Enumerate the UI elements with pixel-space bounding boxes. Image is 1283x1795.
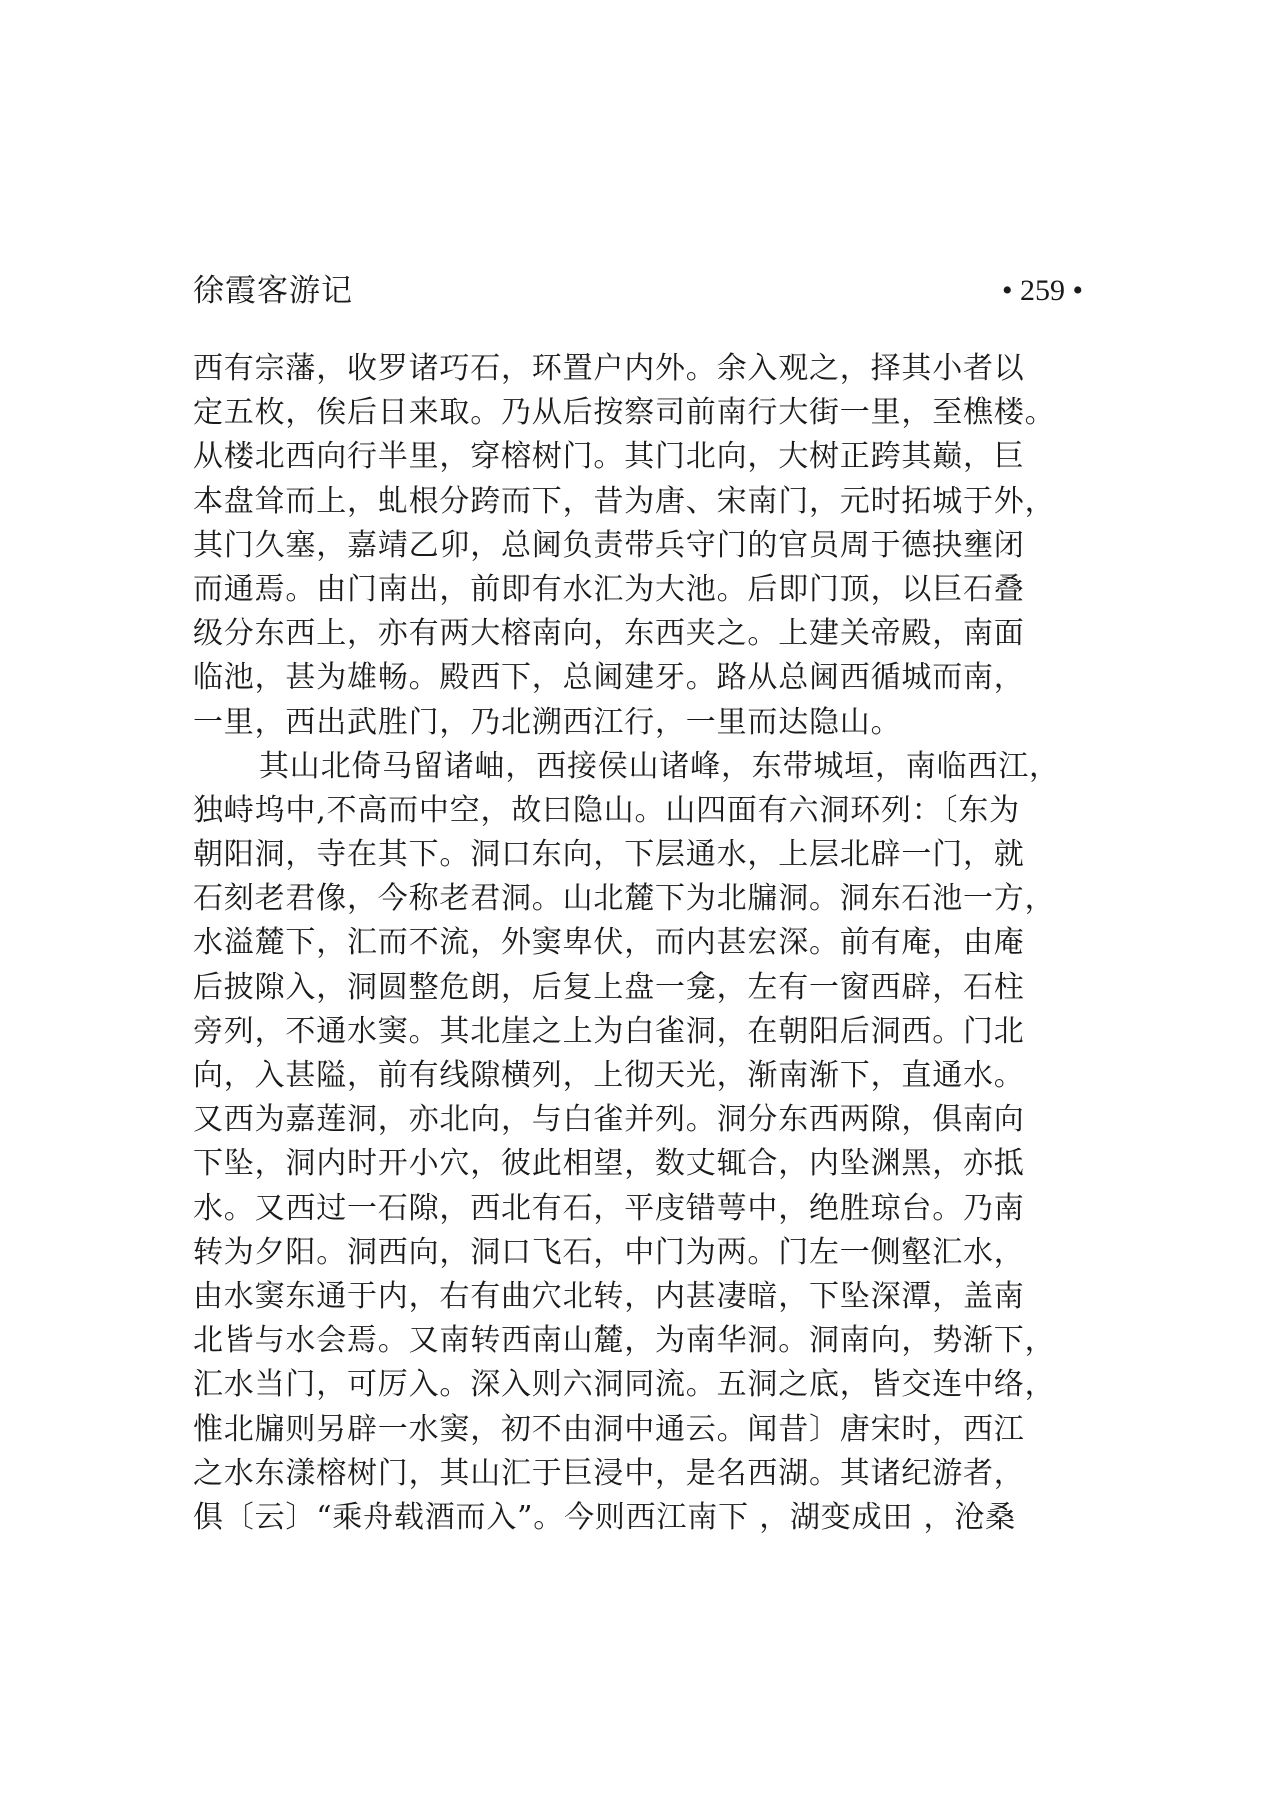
text-line: 其门久塞，嘉靖乙卯，总阃负责带兵守门的官员周于德抉壅闭 [193, 527, 1025, 563]
text-line: 级分东西上，亦有两大榕南向，东西夹之。上建关帝殿，南面 [193, 616, 1025, 652]
text-line: 汇水当门，可厉入。深入则六洞同流。五洞之底，皆交连中络， [193, 1367, 1056, 1403]
text-line: 旁列，不通水窦。其北崖之上为白雀洞，在朝阳后洞西。门北 [193, 1013, 1025, 1049]
text-line: 之水东漾榕树门，其山汇于巨浸中，是名西湖。其诸纪游者， [193, 1455, 1025, 1491]
text-line: 石刻老君像，今称老君洞。山北麓下为北牖洞。洞东石池一方， [193, 881, 1056, 917]
page-number: • 259 • [1001, 274, 1083, 307]
text-line: 定五枚，俟后日来取。乃从后按察司前南行大街一里，至樵楼。 [193, 395, 1056, 431]
text-line: 而通焉。由门南出，前即有水汇为大池。后即门顶，以巨石叠 [193, 571, 1025, 607]
text-line: 惟北牖则另辟一水窦，初不由洞中通云。闻昔〕唐宋时，西江 [193, 1411, 1025, 1447]
text-line: 西有宗藩，收罗诸巧石，环置户内外。余入观之，择其小者以 [193, 351, 1025, 386]
text-line: 由水窦东通于内，右有曲穴北转，内甚凄暗，下坠深潭，盖南 [193, 1278, 1025, 1314]
text-line: 从楼北西向行半里，穿榕树门。其门北向，大树正跨其巅，巨 [193, 439, 1025, 475]
text-line: 水溢麓下，汇而不流，外窦卑伏，而内甚宏深。前有庵，由庵 [193, 925, 1025, 961]
text-line: 水。又西过一石隙，西北有石，平庋错萼中，绝胜琼台。乃南 [193, 1190, 1025, 1226]
book-title: 徐霞客游记 [193, 273, 353, 309]
text-line: 北皆与水会焉。又南转西南山麓，为南华洞。洞南向，势渐下， [193, 1323, 1056, 1359]
text-line: 又西为嘉莲洞，亦北向，与白雀并列。洞分东西两隙，俱南向 [193, 1102, 1025, 1138]
text-line: 本盘耸而上，虬根分跨而下，昔为唐、宋南门，元时拓城于外， [193, 483, 1056, 519]
text-line: 独峙坞中,不高而中空，故曰隐山。山四面有六洞环列：〔东为 [193, 792, 1020, 828]
text-line: 俱〔云〕“乘舟载酒而入”。今则西江南下 ，湖变成田 ，沧桑 [193, 1499, 1016, 1535]
running-header [193, 267, 1083, 315]
text-line: 下坠，洞内时开小穴，彼此相望，数丈辄合，内坠渊黑，亦抵 [193, 1146, 1025, 1182]
paragraph-first-line: 其山北倚马留诸岫，西接侯山诸峰，东带城垣，南临西江， [259, 748, 1060, 784]
text-line: 向，入甚隘，前有线隙横列，上彻天光，渐南渐下，直通水。 [193, 1058, 1025, 1093]
body-text [193, 347, 1113, 1540]
text-line: 转为夕阳。洞西向，洞口飞石，中门为两。门左一侧壑汇水， [193, 1234, 1025, 1270]
text-line: 后披隙入，洞圆整危朗，后复上盘一龛，左有一窗西辟，石柱 [193, 969, 1025, 1005]
text-line: 临池，甚为雄畅。殿西下，总阃建牙。路从总阃西循城而南， [193, 660, 1025, 696]
text-line: 一里，西出武胜门，乃北溯西江行，一里而达隐山。 [193, 704, 902, 740]
text-line: 朝阳洞，寺在其下。洞口东向，下层通水，上层北辟一门，就 [193, 837, 1025, 873]
